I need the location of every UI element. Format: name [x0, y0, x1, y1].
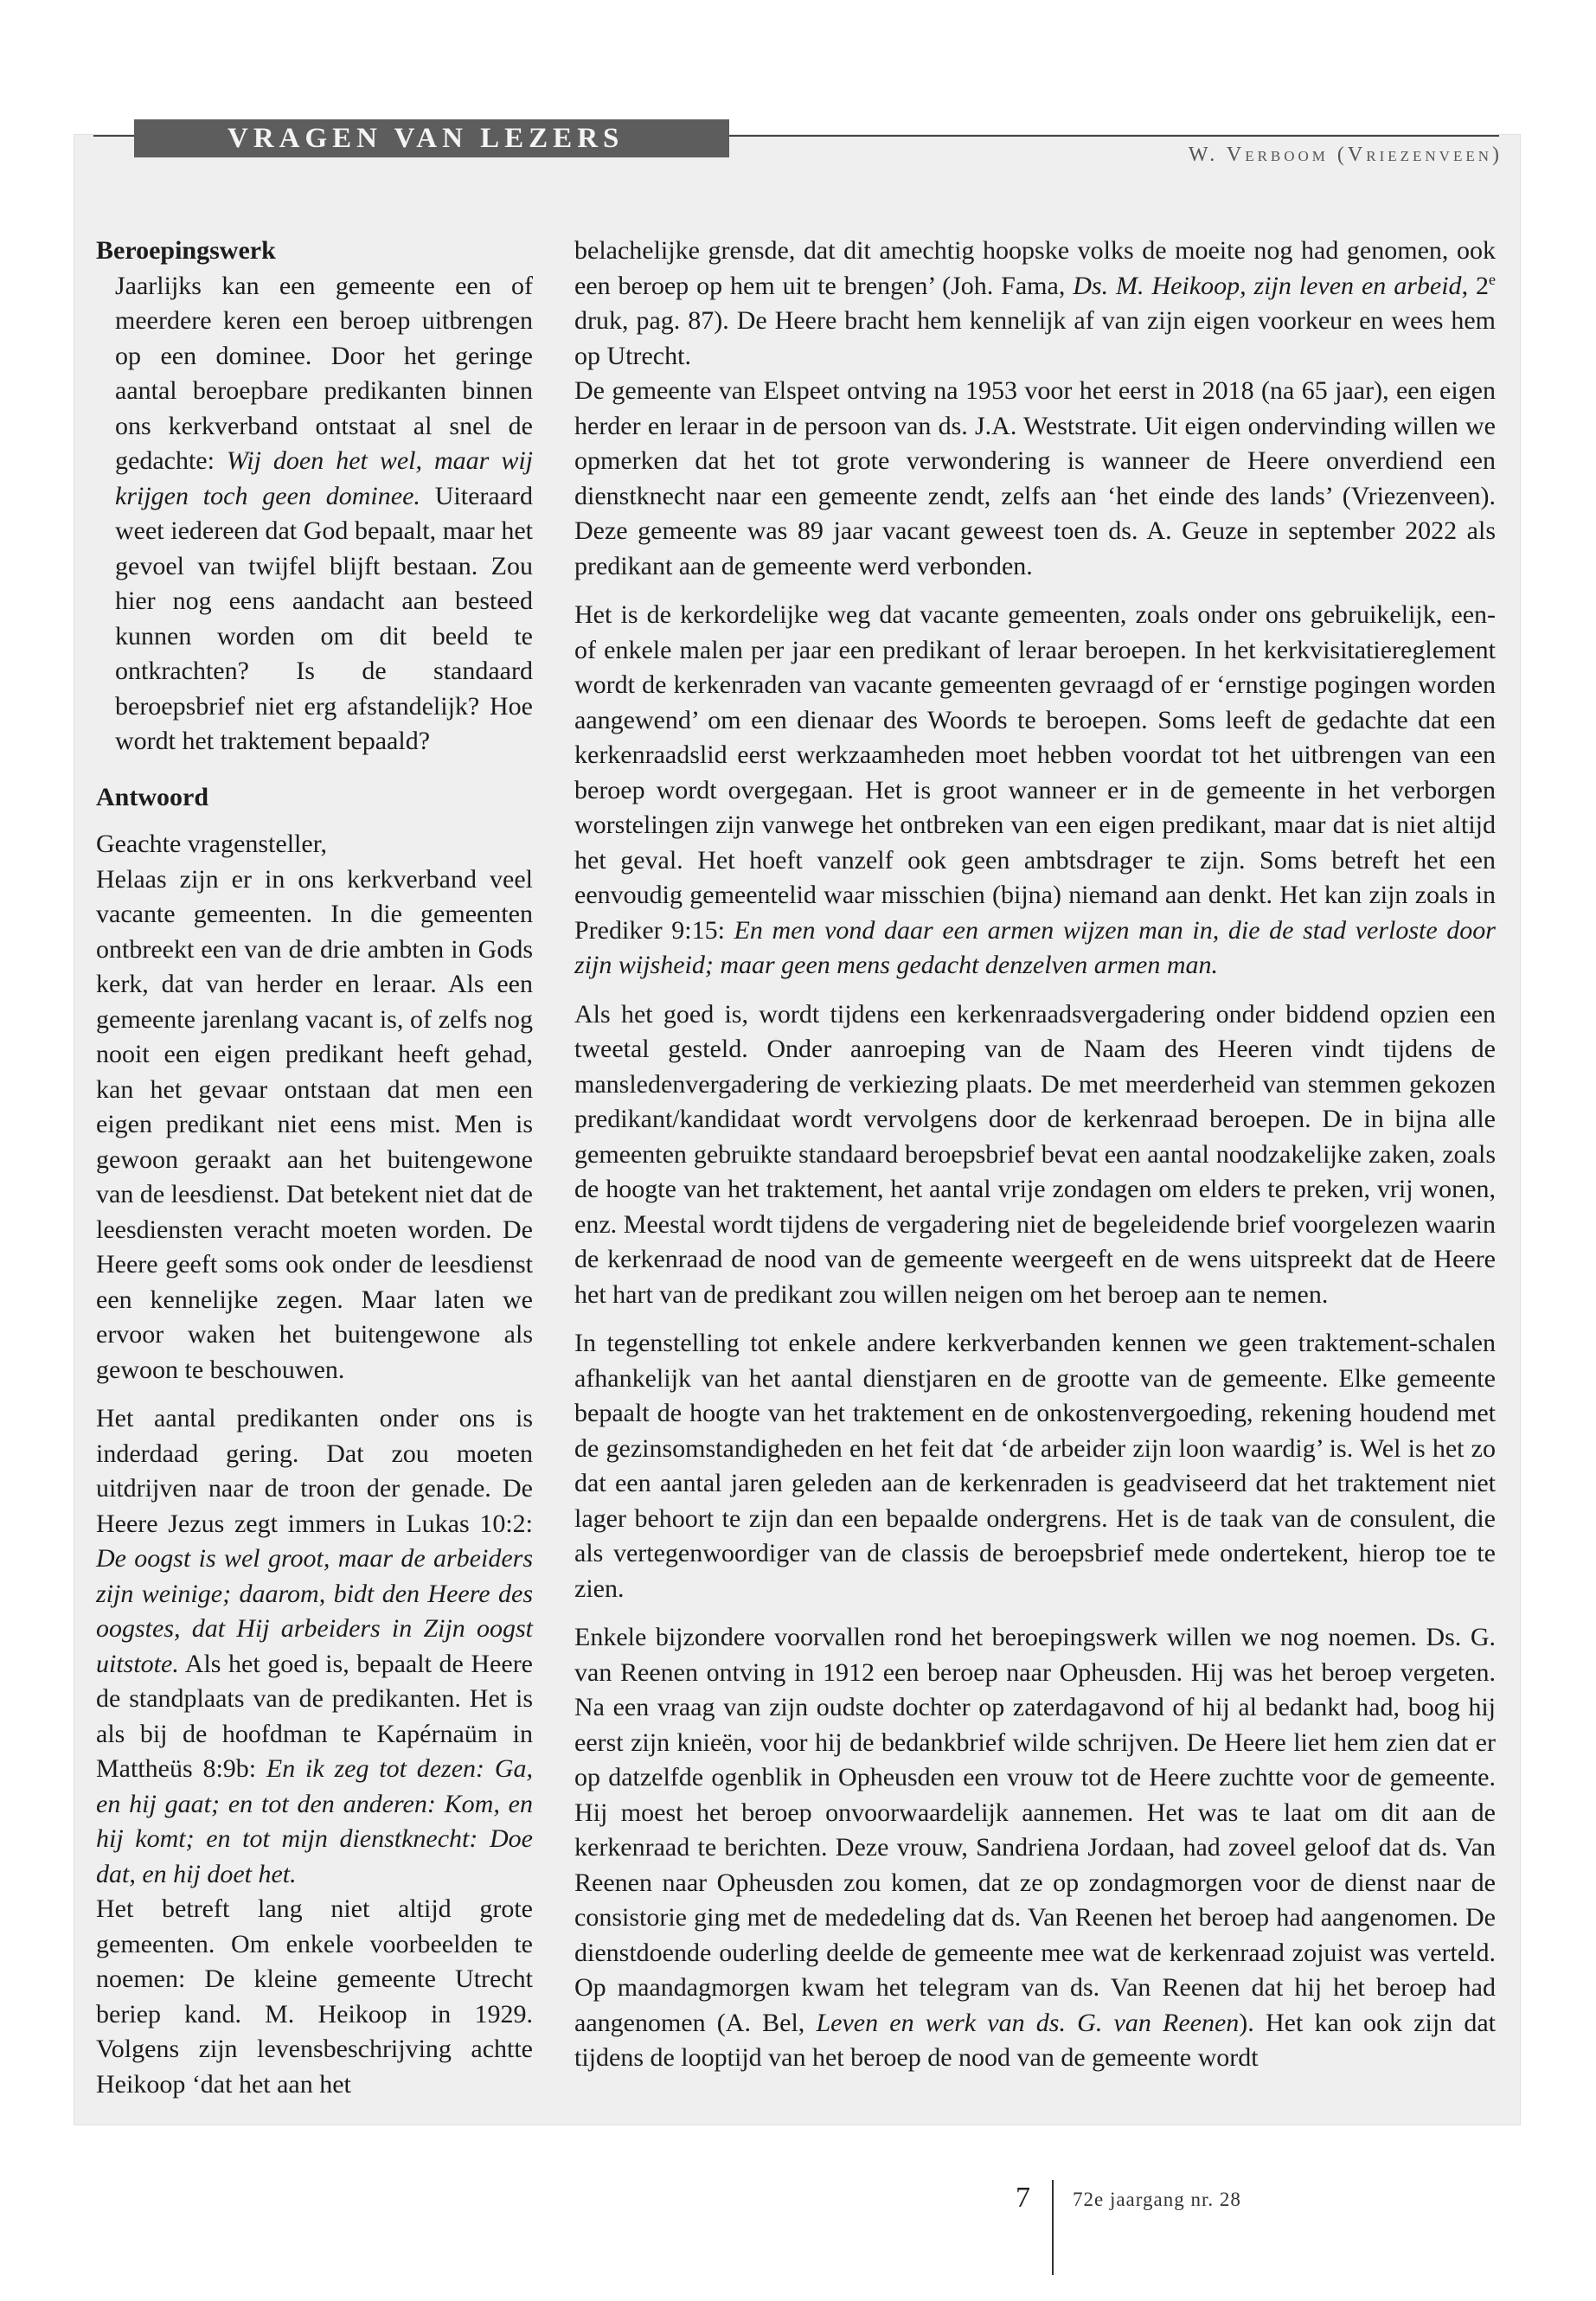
- author-byline: W. Verboom (Vriezenveen): [1188, 144, 1503, 166]
- answer-paragraph-9: Enkele bijzondere voorvallen rond het beroepingswerk willen we nog noemen. Ds. G. van Reenen ontving in 1912 een beroep naar Opheusden. Hij was het beroep vergeten. Na een vraag van zijn oudste dochter op zaterdagavond of hij al bedankt had, boog hij eerst zijn knieën, voor hij de bedankbrief wilde schrijven. De Heere liet hem zien dat er op datzelfde ogenblik in Opheusden een vrouw tot de Heere zuchtte voor de gemeente. Hij moest het beroep onvoorwaardelijk aannemen. Het was te laat om dit aan de kerkenraad te berichten. Deze vrouw, Sandriena Jordaan, had zoveel geloof dat ds. Van Reenen naar Opheusden zou komen, dat ze op zondagmorgen voor de dienst naar de consistorie ging met de mededeling dat ds. Van Reenen het beroep had aangenomen. De dienstdoende ouderling deelde de gemeente mee wat de kerkenraad zojuist was verteld. Op maandagmorgen kwam het telegram van ds. Van Reenen dat hij het beroep had aangenomen (A. Bel, Leven en werk van ds. G. van Reenen). Het kan ook zijn dat tijdens de looptijd van het beroep de nood van de gemeente wordt: [574, 1623, 1496, 2072]
- question-block: [96, 269, 533, 760]
- left-column: [96, 234, 533, 2102]
- section-title: VRAGEN VAN LEZERS: [134, 119, 729, 157]
- answer-heading: Antwoord: [96, 782, 209, 811]
- question-quote: Wij doen het wel, maar wij krijgen toch geen dominee.: [115, 446, 533, 510]
- bible-quote-prediker: En men vond daar een armen wijzen man in, die de stad verloste door zijn wijsheid; maar geen mens gedacht denzelven armen man.: [574, 915, 1496, 979]
- question-text: Jaarlijks kan een gemeente een of meerdere keren een beroep uitbrengen op een dominee. Door het geringe aantal beroepbare predikanten binnen ons kerkverband ontstaat al snel de gedachte: Wij doen het wel, maar wij krijgen toch geen dominee. Uiteraard weet iedereen dat God bepaalt, maar het gevoel van twijfel blijft bestaan. Zou hier nog eens aandacht aan besteed kunnen worden om dit beeld te ontkrachten? Is de standaard beroepsbrief niet erg afstandelijk? Hoe wordt het traktement bepaald?: [115, 271, 534, 755]
- issue-info: 72e jaargang nr. 28: [1073, 2189, 1241, 2210]
- answer-paragraph-1: Helaas zijn er in ons kerkverband veel vacante gemeenten. In die gemeenten ontbreekt een van de drie ambten in Gods kerk, dat van herder en leraar. Als een gemeente jarenlang vacant is, of zelfs nog nooit een eigen predikant heeft gehad, kan het gevaar ontstaan dat men een eigen predikant niet eens mist. Men is gewoon geraakt aan het buitengewone van de leesdienst. Dat betekent niet dat de leesdiensten veracht moeten worden. De Heere geeft soms ook onder de leesdienst een kennelijke zegen. Maar laten we ervoor waken het buitengewone als gewoon te beschouwen.: [96, 864, 533, 1384]
- question-heading: Beroepingswerk: [96, 236, 276, 265]
- answer-paragraph-4: belachelijke grensde, dat dit amechtig hoopske volks de moeite nog had genomen, ook een beroep op hem uit te brengen’ (Joh. Fama, Ds. M. Heikoop, zijn leven en arbeid, 2e druk, pag. 87). De Heere bracht hem kennelijk af van zijn eigen voorkeur en wees hem op Utrecht.: [574, 236, 1496, 370]
- book-title-heikoop: Ds. M. Heikoop, zijn leven en arbeid: [1073, 271, 1462, 300]
- right-column: [574, 234, 1496, 2076]
- book-title-reenen: Leven en werk van ds. G. van Reenen: [816, 2008, 1240, 2037]
- answer-paragraph-5: De gemeente van Elspeet ontving na 1953 voor het eerst in 2018 (na 65 jaar), een eigen herder en leraar in de persoon van ds. J.A. Weststrate. Uit eigen ondervinding willen we opmerken dat het tot grote verwondering is wanneer de Heere onverdiend een dienstknecht naar een gemeente zendt, zelfs aan ‘het einde des lands’ (Vriezenveen). Deze gemeente was 89 jaar vacant geweest toen ds. A. Geuze in september 2022 als predikant aan de gemeente werd verbonden.: [574, 376, 1496, 580]
- footer-divider: [1052, 2180, 1054, 2275]
- salutation: Geachte vragensteller,: [96, 830, 327, 858]
- answer-paragraph-8: In tegenstelling tot enkele andere kerkverbanden kennen we geen traktement-schalen afhankelijk van het aantal dienstjaren en de grootte van de gemeente. Elke gemeente bepaalt de hoogte van het traktement en de onkostenvergoeding, rekening houdend met de gezinsomstandigheden en het feit dat ‘de arbeider zijn loon waardig’ is. Wel is het zo dat een aantal jaren geleden aan de kerkenraden is geadviseerd dat het traktement niet lager behoort te zijn dan een bepaalde ondergrens. Het is de taak van de consulent, die als vertegenwoordiger van de classis de beroepsbrief mede ondertekent, hierop toe te zien.: [574, 1329, 1496, 1603]
- answer-paragraph-3: Het betreft lang niet altijd grote gemeenten. Om enkele voorbeelden te noemen: De kleine gemeente Utrecht beriep kand. M. Heikoop in 1929. Volgens zijn levensbeschrijving achtte Heikoop ‘dat het aan het: [96, 1894, 533, 2099]
- bible-quote-mattheus: En ik zeg tot dezen: Ga, en hij gaat; en tot den anderen: Kom, en hij komt; en tot mijn dienstknecht: Doe dat, en hij doet het.: [96, 1754, 533, 1888]
- answer-paragraph-2: Het aantal predikanten onder ons is inderdaad gering. Dat zou moeten uitdrijven naar de troon der genade. De Heere Jezus zegt immers in Lukas 10:2: De oogst is wel groot, maar de arbeiders zijn weinige; daarom, bidt den Heere des oogstes, dat Hij arbeiders in Zijn oogst uitstote. Als het goed is, bepaalt de Heere de standplaats van de predikanten. Het is als bij de hoofdman te Kapérnaüm in Mattheüs 8:9b: En ik zeg tot dezen: Ga, en hij gaat; en tot den anderen: Kom, en hij komt; en tot mijn dienstknecht: Doe dat, en hij doet het.: [96, 1404, 533, 1888]
- answer-paragraph-6: Het is de kerkordelijke weg dat vacante gemeenten, zoals onder ons gebruikelijk, een- of enkele malen per jaar een predikant of leraar beroepen. In het kerkvisitatiereglement wordt de kerkenraden van vacante gemeenten gevraagd of er ‘ernstige pogingen worden aangewend’ om een dienaar des Woords te beroepen. Soms leeft de gedachte dat een kerkenraadslid eerst werkzaamheden moet hebben voordat tot het uitbrengen van een beroep wordt overgegaan. Het is groot wanneer er in de gemeente in het verborgen worstelingen zijn vanwege het ontbreken van een eigen predikant, maar dat is niet altijd het geval. Het hoeft vanzelf ook geen ambtsdrager te zijn. Soms betreft het een eenvoudig gemeentelid waar misschien (bijna) niemand aan denkt. Het kan zijn zoals in Prediker 9:15: En men vond daar een armen wijzen man in, die de stad verloste door zijn wijsheid; maar geen mens gedacht denzelven armen man.: [574, 600, 1496, 979]
- page-number: 7: [1016, 2182, 1030, 2214]
- answer-paragraph-7: Als het goed is, wordt tijdens een kerkenraadsvergadering onder biddend opzien een tweetal gesteld. Onder aanroeping van de Naam des Heeren vindt tijdens de mansledenvergadering de verkiezing plaats. De met meerderheid van stemmen gekozen predikant/kandidaat wordt vervolgens door de kerkenraad beroepen. De in bijna alle gemeenten gebruikte standaard beroepsbrief bevat een aantal noodzakelijke zaken, zoals de hoogte van het traktement, het aantal vrije zondagen om elders te preken, vrij wonen, enz. Meestal wordt tijdens de vergadering niet de begeleidende brief voorgelezen waarin de kerkenraad de nood van de gemeente weergeeft en de wens uitspreekt dat de Heere het hart van de predikant zou willen neigen om het beroep aan te nemen.: [574, 999, 1496, 1309]
- bible-quote-lukas: De oogst is wel groot, maar de arbeiders zijn weinige; daarom, bidt den Heere des oogstes, dat Hij arbeiders in Zijn oogst uitstote.: [96, 1544, 533, 1678]
